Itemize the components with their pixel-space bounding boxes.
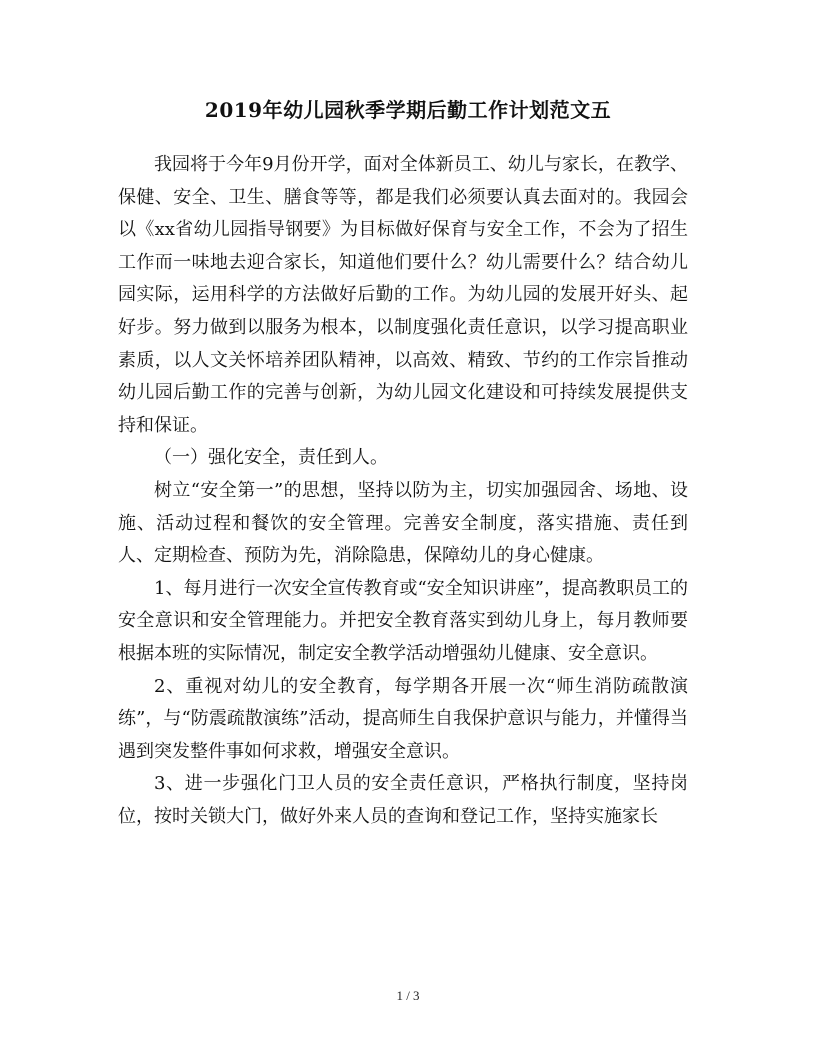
page-number: 1 / 3 — [396, 988, 420, 1003]
section-heading-safety: （一）强化安全，责任到人。 — [154, 447, 388, 469]
paragraph-item-1: 1、每月进行一次安全宣传教育或“安全知识讲座”，提高教职员工的安全意识和安全管理能力。并把安全教育落实到幼儿身上，每月教师要根据本班的实际情况，制定安全教学活动增强幼儿健康、安全意识。 — [118, 577, 688, 664]
paragraph-item-3: 3、进一步强化门卫人员的安全责任意识，严格执行制度，坚持岗位，按时关锁大门，做好外来人员的查询和登记工作，坚持实施家长 — [118, 773, 688, 827]
paragraph-item-2: 2、重视对幼儿的安全教育，每学期各开展一次“师生消防疏散演练”，与“防震疏散演练”活动，提高师生自我保护意识与能力，并懂得当遇到突发整件事如何求救，增强安全意识。 — [118, 675, 688, 762]
paragraph-intro: 我园将于今年9月份开学，面对全体新员工、幼儿与家长，在教学、保健、安全、卫生、膳食等等，都是我们必须要认真去面对的。我园会以《xx省幼儿园指导钢要》为目标做好保育与安全工作，不会为了招生工作而一味地去迎合家长，知道他们要什么？幼儿需要什么？结合幼儿园实际，运用科学的方法做好后勤的工作。为幼儿园的发展开好头、起好步。努力做到以服务为根本，以制度强化责任意识，以学习提高职业素质，以人文关怀培养团队精神，以高效、精致、节约的工作宗旨推动幼儿园后勤工作的完善与创新，为幼儿园文化建设和可持续发展提供支持和保证。 — [118, 154, 688, 436]
paragraph-safety-overview: 树立“安全第一”的思想，坚持以防为主，切实加强园舍、场地、设施、活动过程和餐饮的安全管理。完善安全制度，落实措施、责任到人、定期检查、预防为先，消除隐患，保障幼儿的身心健康。 — [118, 479, 688, 567]
document-body — [118, 149, 688, 833]
document-title: 2019年幼儿园秋季学期后勤工作计划范文五 — [204, 98, 612, 122]
